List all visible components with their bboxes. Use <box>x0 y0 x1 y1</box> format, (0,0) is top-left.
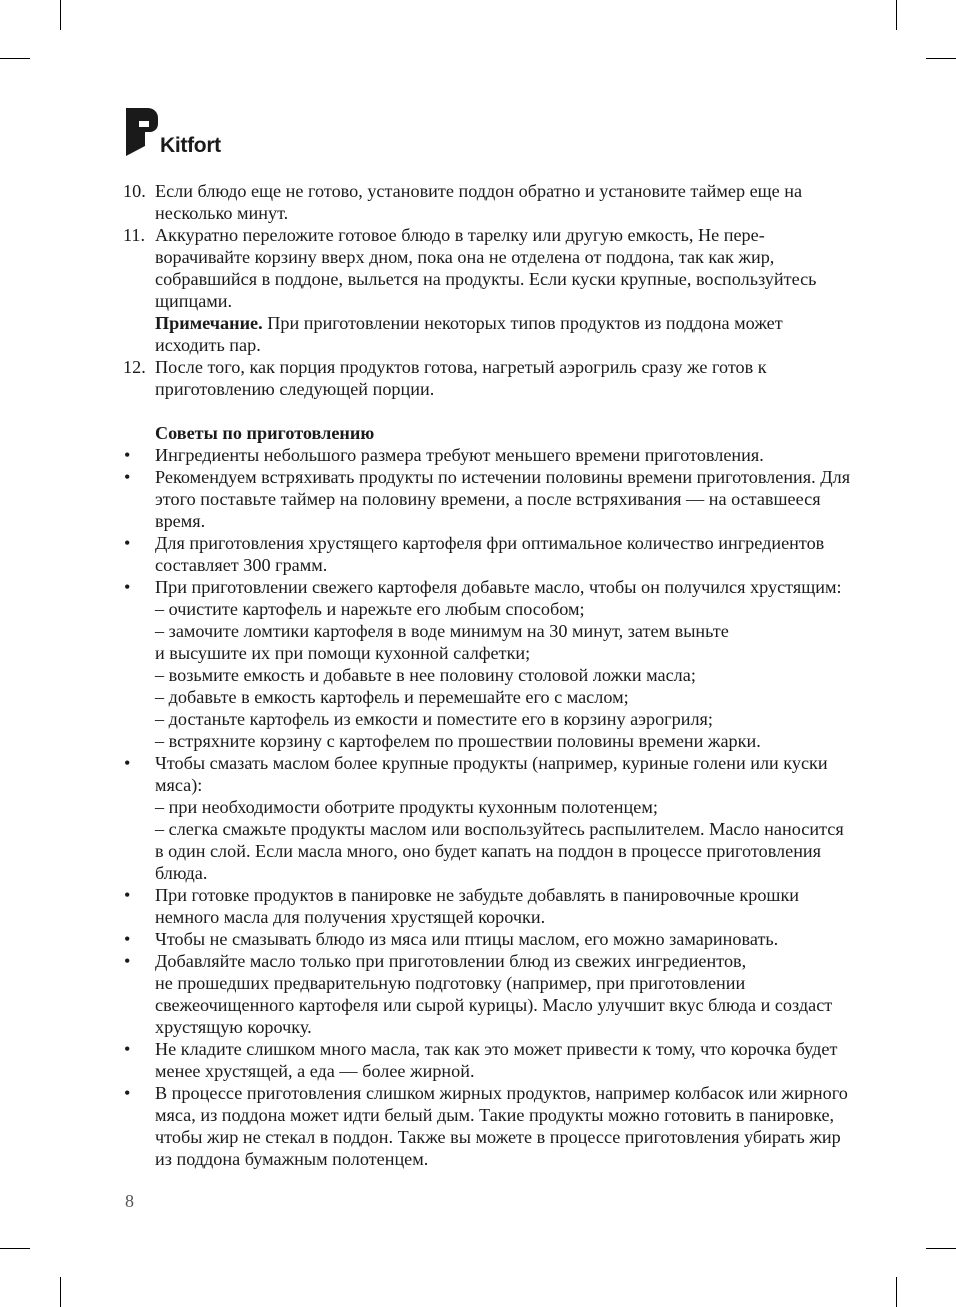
tip-subitem: – встряхните корзину с картофелем по прошествии половины времени жарки. <box>155 731 761 751</box>
crop-mark <box>60 1277 61 1307</box>
tip-item <box>123 752 853 884</box>
crop-mark <box>60 0 61 30</box>
step-number: 12. <box>123 357 146 377</box>
bullet-marker: • <box>124 753 131 773</box>
tip-item <box>123 444 853 466</box>
page-number: 8 <box>125 1191 134 1211</box>
tip-text: Чтобы не смазывать блюдо из мяса или птицы маслом, его можно замариновать. <box>155 929 779 949</box>
bullet-marker: • <box>124 1039 131 1059</box>
tip-item <box>123 928 853 950</box>
step-text: Аккуратно переложите готовое блюдо в тарелку или другую емкость, Не переворачивайте корзину вверх дном, пока она не отделена от поддона, так как жир, собравшийся в поддоне, выльется на продукты. Если куски крупные, воспользуйтесь щипцами. <box>155 225 817 311</box>
step-text: После того, как порция продуктов готова, нагретый аэрогриль сразу же готов к приготовлению следующей порции. <box>155 357 767 399</box>
bullet-marker: • <box>124 577 131 597</box>
step-item <box>123 224 853 356</box>
step-text: Если блюдо еще не готово, установите поддон обратно и установите таймер еще на несколько минут. <box>155 181 803 223</box>
tip-text: При приготовлении свежего картофеля добавьте масло, чтобы он получился хрустящим: <box>155 577 842 597</box>
tips-list <box>123 444 853 1170</box>
tip-item <box>123 466 853 532</box>
tip-continuation: не прошедших предварительную подготовку (например, при приготовлении свежеочищенного картофеля или сырой курицы). Масло улучшит вкус блюда и создаст хрустящую корочку. <box>155 973 833 1037</box>
bullet-marker: • <box>124 885 131 905</box>
step-item <box>123 356 853 400</box>
bullet-marker: • <box>124 467 131 487</box>
tip-item <box>123 576 853 752</box>
kitfort-logo <box>126 108 266 158</box>
crop-mark <box>926 58 956 59</box>
tip-text: В процессе приготовления слишком жирных продуктов, например колбасок или жирного мяса, из поддона может идти белый дым. Такие продукты можно готовить в панировке, чтобы жир не стекал в поддон. Также вы можете в процессе приготовления убирать жир из поддона бумажным полотенцем. <box>155 1083 848 1169</box>
step-item <box>123 180 853 224</box>
crop-mark <box>896 1277 897 1307</box>
tip-subitem: – возьмите емкость и добавьте в нее половину столовой ложки масла; <box>155 665 696 685</box>
tip-item <box>123 1082 853 1170</box>
bullet-marker: • <box>124 951 131 971</box>
bullet-marker: • <box>124 929 131 949</box>
tip-text: Для приготовления хрустящего картофеля фри оптимальное количество ингредиентов составляет 300 грамм. <box>155 533 825 575</box>
tip-subitem: – при необходимости оботрите продукты кухонным полотенцем; <box>155 797 658 817</box>
bullet-marker: • <box>124 445 131 465</box>
tip-text: При готовке продуктов в панировке не забудьте добавлять в панировочные крошки немного масла для получения хрустящей корочки. <box>155 885 800 927</box>
tip-text: Чтобы смазать маслом более крупные продукты (например, куриные голени или куски мяса): <box>155 753 828 795</box>
note-text: При приготовлении некоторых типов продуктов из поддона может исходить пар. <box>155 313 783 355</box>
tip-text: Не кладите слишком много масла, так как это может привести к тому, что корочка будет менее хрустящей, а еда — более жирной. <box>155 1039 838 1081</box>
tip-item <box>123 1038 853 1082</box>
bullet-marker: • <box>124 1083 131 1103</box>
note <box>155 312 853 356</box>
tip-text: Рекомендуем встряхивать продукты по истечении половины времени приготовления. Для этого поставьте таймер на половину времени, а после встряхивания — на оставшееся время. <box>155 467 851 531</box>
tip-item <box>123 950 853 1038</box>
document-body <box>123 180 853 1170</box>
tip-text: Ингредиенты небольшого размера требуют меньшего времени приготовления. <box>155 445 764 465</box>
tip-text: Добавляйте масло только при приготовлении блюд из свежих ингредиентов, <box>155 951 747 971</box>
tip-subitem: и высушите их при помощи кухонной салфетки; <box>155 643 531 663</box>
brand-name: Kitfort <box>160 134 221 157</box>
crop-mark <box>926 1248 956 1249</box>
section-heading: Советы по приготовлению <box>155 423 375 443</box>
tip-subitem: – замочите ломтики картофеля в воде минимум на 30 минут, затем выньте <box>155 621 729 641</box>
step-number: 11. <box>123 225 146 245</box>
kitfort-logo-mark-icon <box>126 108 158 156</box>
crop-mark <box>0 1248 30 1249</box>
steps-list <box>123 180 853 400</box>
tip-subitem: – слегка смажьте продукты маслом или воспользуйтесь распылителем. Масло наносится в один слой. Если масла много, оно будет капать на поддон в процессе приготовления блюда. <box>155 819 844 883</box>
tip-subitem: – добавьте в емкость картофель и перемешайте его с маслом; <box>155 687 629 707</box>
crop-mark <box>0 58 30 59</box>
note-label: Примечание. <box>155 313 263 333</box>
step-number: 10. <box>123 181 146 201</box>
crop-mark <box>896 0 897 30</box>
tip-item <box>123 884 853 928</box>
tip-item <box>123 532 853 576</box>
tip-subitem: – достаньте картофель из емкости и поместите его в корзину аэрогриля; <box>155 709 713 729</box>
bullet-marker: • <box>124 533 131 553</box>
tip-subitem: – очистите картофель и нарежьте его любым способом; <box>155 599 585 619</box>
